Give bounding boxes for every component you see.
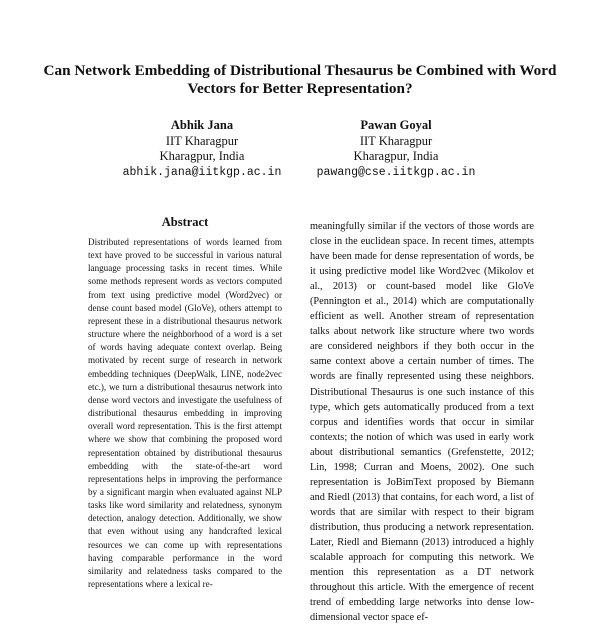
author-email: abhik.jana@iitkgp.ac.in <box>122 165 282 179</box>
author-block-1 <box>92 118 312 180</box>
author-affiliation: IIT Kharagpur <box>165 133 239 148</box>
author-location: Kharagpur, India <box>353 149 439 163</box>
author-block-2 <box>286 118 506 180</box>
abstract-body: Distributed representations of words learned from text have proved to be successful in various natural language processing tasks in recent times. While some methods represent words as vectors computed from text using predictive model (Word2vec) or dense count based model (GloVe), others attempt to represent these in a distributional thesaurus network structure where the neighborhood of a word is a set of words having adequate context overlap. Being motivated by recent surge of research in network embedding techniques (DeepWalk, LINE, node2vec etc.), we turn a distributional thesaurus network into dense word vectors and investigate the usefulness of distributional thesaurus embedding in improving overall word representation. This is the first attempt where we show that combining the proposed word representation obtained by distributional thesaurus embedding with the state-of-the-art word representations helps in improving the performance by a significant margin when evaluated against NLP tasks like word similarity and relatedness, synonym detection, analogy detection. Additionally, we show that even without using any handcrafted lexical resources we can come up with representations having comparable performance in the word similarity and relatedness tasks compared to the representations where a lexical re- <box>88 237 282 590</box>
author-name: Pawan Goyal <box>360 118 432 132</box>
abstract-heading: Abstract <box>161 215 209 229</box>
introduction-body: meaningfully similar if the vectors of those words are close in the euclidean space. In recent times, attempts have been made for dense representation of words, be it using predictive model like Word2vec (Mikolov et al., 2013) or count-based model like GloVe (Pennington et al., 2014) which are computationally efficient as well. Another stream of representation talks about network like structure where two words are considered neighbors if they both occur in the same context above a certain number of times. The words are finally represented using these neighbors. Distributional Thesaurus is one such instance of this type, which gets automatically produced from a text corpus and identifies words that occur in similar contexts; the notion of which was used in early work about distributional semantics (Grefenstette, 2012; Lin, 1998; Curran and Moens, 2002). One such representation is JoBimText proposed by Biemann and Riedl (2013) that contains, for each word, a list of words that are similar with respect to their bigram distribution, thus producing a network representation. Later, Riedl and Biemann (2013) introduced a highly scalable approach for computing this network. We mention this representation as a DT network throughout this article. With the emergence of recent trend of embedding large networks into dense low-dimensional vector space ef- <box>310 221 534 624</box>
author-email: pawang@cse.iitkgp.ac.in <box>316 165 476 179</box>
paper-title: Can Network Embedding of Distributional Thesaurus be Combined with Word Vectors for Better Representation? <box>43 62 557 97</box>
author-location: Kharagpur, India <box>159 149 245 163</box>
author-name: Abhik Jana <box>170 118 234 132</box>
author-affiliation: IIT Kharagpur <box>359 133 433 148</box>
